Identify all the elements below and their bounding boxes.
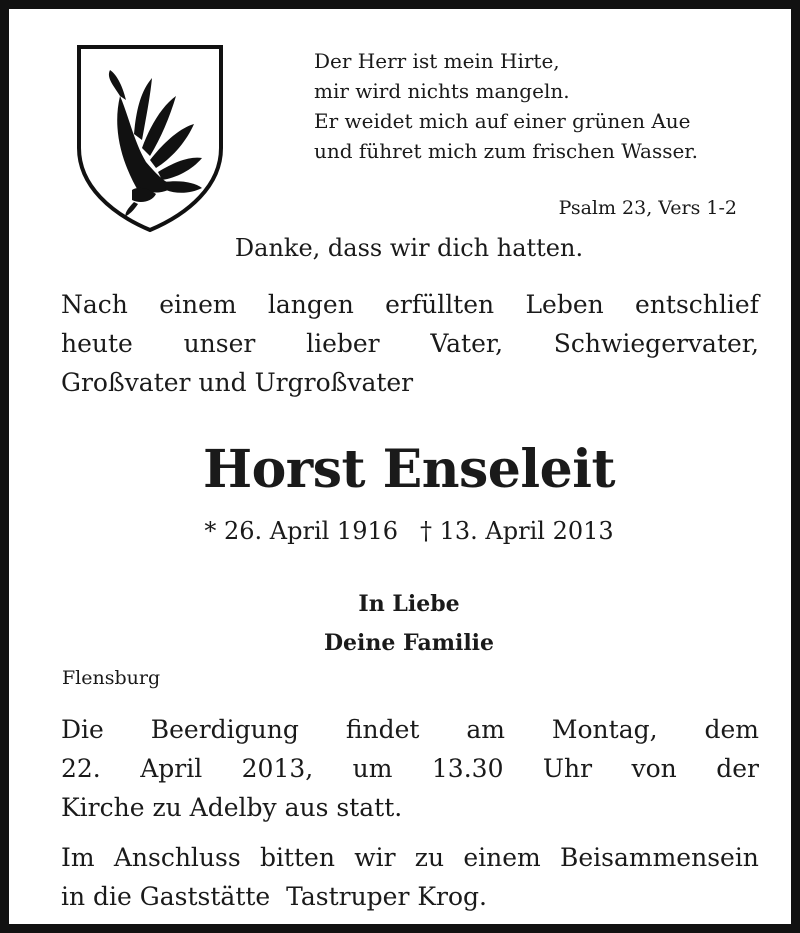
family-signoff [9,585,800,663]
word: einem [159,290,237,319]
word: Schwiegervater, [553,329,759,358]
funeral-line-3: Kirche zu Adelby aus statt. [61,793,403,822]
word: April [140,754,203,783]
deceased-name: Horst Enseleit [202,439,616,500]
word: Beisammensein [559,843,759,872]
word: Uhr [542,754,593,783]
psalm-line: Der Herr ist mein Hirte, [314,49,560,73]
word: Im [61,843,95,872]
word: 22. [61,754,101,783]
word: Leben [525,290,604,319]
psalm-line: mir wird nichts mangeln. [314,79,570,103]
word: wir [354,843,396,872]
word: lieber [306,329,380,358]
life-dates [9,517,800,545]
word: zu [414,843,445,872]
after-service-paragraph [61,838,759,916]
psalm-line: und führet mich zum frischen Wasser. [314,139,699,163]
word: Beerdigung [150,715,299,744]
intro-line-3: Großvater und Urgroßvater [61,368,414,397]
signoff-line: Deine Familie [323,630,495,656]
intro-paragraph [61,285,759,402]
death-date: † 13. April 2013 [420,517,614,545]
word: unser [183,329,256,358]
psalm-reference: Psalm 23, Vers 1-2 [558,197,737,219]
psalm-line: Er weidet mich auf einer grünen Aue [314,109,691,133]
birth-date: * 26. April 1916 [204,517,398,545]
word: am [466,715,505,744]
word: Die [61,715,104,744]
psalm-quote [314,46,774,166]
word: findet [345,715,420,744]
antler-shield-icon [76,44,224,234]
funeral-line-2 [61,749,759,788]
after-line-2: in die Gaststätte Tastruper Krog. [61,882,487,911]
intro-line-2 [61,324,759,363]
word: einem [463,843,541,872]
word: 13.30 [431,754,504,783]
word: dem [704,715,759,744]
word: heute [61,329,133,358]
word: von [631,754,677,783]
thanks-line: Danke, dass wir dich hatten. [234,234,584,262]
word: Anschluss [113,843,241,872]
place-name: Flensburg [62,667,161,689]
word: Montag, [551,715,658,744]
word: um [352,754,393,783]
after-line-1 [61,838,759,877]
word: Vater, [430,329,504,358]
word: der [716,754,759,783]
word: 2013, [241,754,314,783]
intro-line-1 [61,285,759,324]
word: erfüllten [385,290,495,319]
funeral-paragraph [61,710,759,827]
word: Nach [61,290,128,319]
word: langen [267,290,354,319]
funeral-line-1 [61,710,759,749]
word: entschlief [635,290,759,319]
word: bitten [259,843,335,872]
signoff-line: In Liebe [358,591,460,617]
